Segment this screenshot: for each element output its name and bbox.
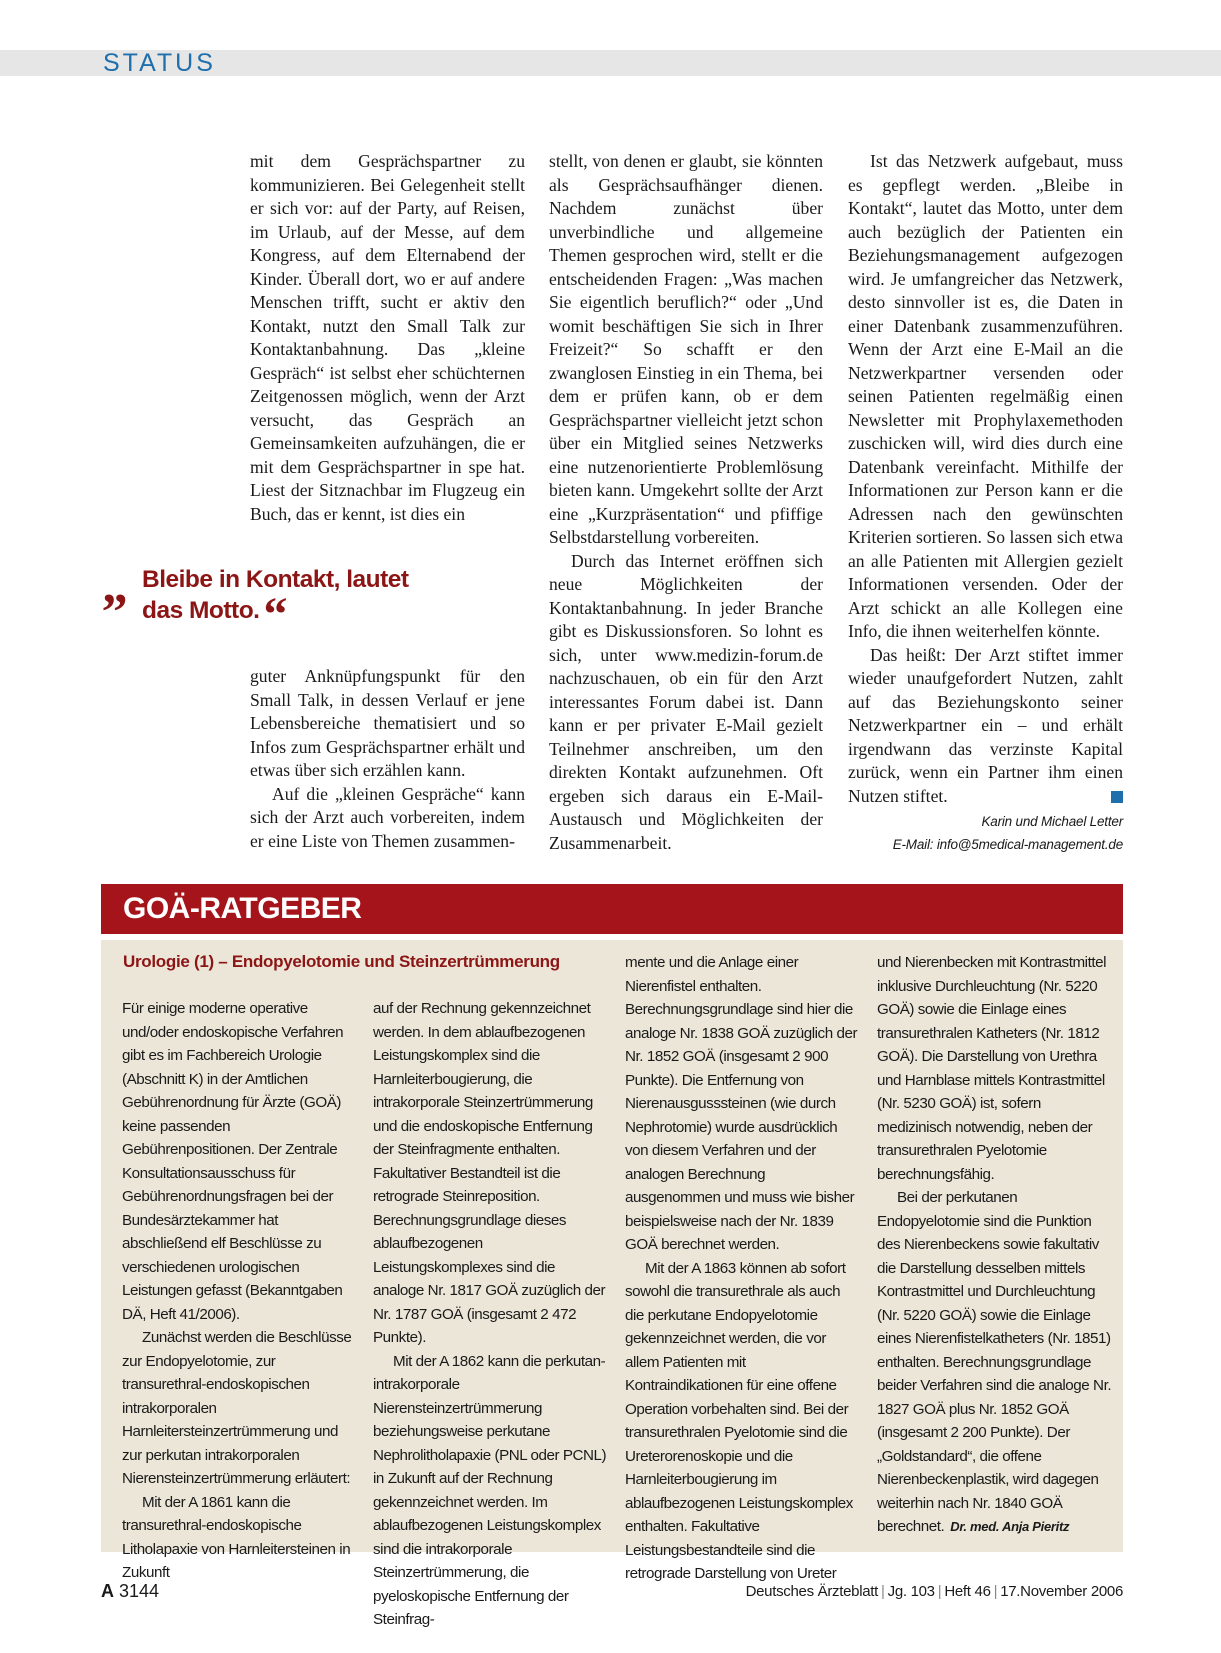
article-column-2 xyxy=(549,150,823,855)
paragraph: Mit der A 1862 kann die perkutan-intrakorporale Nierensteinzertrümmerung beziehungsweise perkutane Nephrolitholapaxie (PNL oder PCNL) in Zukunft auf der Rechnung gekennzeichnet werden. Im ablaufbezogenen Leistungskomplex sind die intrakorporale Steinzertrümmerung, die pyeloskopische Entfernung der Steinfrag- xyxy=(373,1352,607,1628)
goa-column-3 xyxy=(625,951,861,1586)
paragraph: mente und die Anlage einer Nierenfistel enthalten. Berechnungsgrundlage sind hier die analoge Nr. 1838 GOÄ zuzüglich der Nr. 1852 GOÄ (insgesamt 2 900 Punkte). Die Entfernung von Nierenausgusssteinen (wie durch Nephrotomie) wurde ausdrücklich von diesem Verfahren und der analogen Berechnung ausgenommen und muss wie bisher beispielsweise nach der Nr. 1839 GOÄ berechnet werden. xyxy=(625,954,858,1253)
paragraph: auf der Rechnung gekennzeichnet werden. In dem ablaufbezogenen Leistungskomplex sind die Harnleiterbougierung, die intrakorporale Steinzertrümmerung und die endoskopische Entfernung der Steinfragmente enthalten. Fakultativer Bestandteil ist die retrograde Steinreposition. Berechnungsgrundlage dieses ablaufbezogenen Leistungskomplexes sind die analoge Nr. 1817 GOÄ zuzüglich der Nr. 1787 GOÄ (insgesamt 2 472 Punkte). xyxy=(373,1000,606,1346)
paragraph-text: Bei der perkutanen Endopyelotomie sind die Punktion des Nierenbeckens sowie fakultativ die Darstellung desselben mittels Kontrastmittel und Durchleuchtung (Nr. 5220 GOÄ) sowie die Einlage eines Nierenfistelkatheters (Nr. 1851) enthalten. Berechnungsgrundlage beider Verfahren sind die analoge Nr. 1827 GOÄ plus Nr. 1852 GOÄ (insgesamt 2 200 Punkte). Der „Goldstandard“, die offene Nierenbeckenplastik, wird dagegen weiterhin nach Nr. 1840 GOÄ berechnet. xyxy=(877,1189,1112,1535)
author-names: Karin und Michael Letter xyxy=(981,814,1123,829)
goa-title: GOÄ-RATGEBER xyxy=(123,892,362,925)
page-number-value: 3144 xyxy=(119,1581,160,1601)
page-prefix: A xyxy=(101,1581,114,1601)
separator: | xyxy=(993,1583,998,1600)
paragraph: Für einige moderne operative und/oder endoskopische Verfahren gibt es im Fachbereich Urologie (Abschnitt K) in der Amtlichen Gebührenordnung für Ärzte (GOÄ) keine passenden Gebührenpositionen. Der Zentrale Konsultationsausschuss für Gebührenordnungsfragen bei der Bundesärztekammer hat abschließend elf Beschlüsse zu verschiedenen urologischen Leistungen gefasst (Bekanntgaben DÄ, Heft 41/2006). xyxy=(122,1000,344,1323)
paragraph-text: Das heißt: Der Arzt stiftet immer wieder unaufgefordert Nutzen, zahlt auf das Beziehungskonto seiner Netzwerkpartner ein – und erhält irgendwann das verzinste Kapital zurück, wenn ein Partner ihm einen Nutzen stiftet. xyxy=(848,644,1123,806)
goa-subtitle: Urologie (1) – Endopyelotomie und Steinzertrümmerung xyxy=(123,952,560,971)
close-quote-icon: “ xyxy=(263,588,287,641)
paragraph: Durch das Internet eröffnen sich neue Möglichkeiten der Kontaktanbahnung. In jeder Branche gibt es Diskussionsforen. So lohnt es sich, unter www.medizin-forum.de nachzuschauen, ob ein für den Arzt interessantes Forum dabei ist. Dann kann er per privater E-Mail gezielt Teilnehmer anschreiben, um den direkten Kontakt aufzunehmen. Oft ergeben sich daraus ein E-Mail-Austausch und Möglichkeiten der Zusammenarbeit. xyxy=(549,550,823,853)
journal-date: 17.November 2006 xyxy=(1000,1583,1123,1600)
pull-quote-text: Bleibe in Kontakt, lautet das Motto. xyxy=(142,566,409,624)
end-of-article-icon xyxy=(1111,791,1123,803)
author-credit xyxy=(893,810,1123,856)
author-email: E-Mail: info@5medical-management.de xyxy=(892,837,1123,852)
page-number xyxy=(101,1580,159,1602)
paragraph: mit dem Gesprächspartner zu kommunizieren. Bei Gelegenheit stellt er sich vor: auf der Party, auf Reisen, im Urlaub, auf der Messe, auf dem Kongress, auf dem Elternabend der Kinder. Überall dort, wo er auf andere Menschen trifft, sucht er aktiv den Kontakt, nutzt den Small Talk zur Kontaktanbahnung. Das „kleine Gespräch“ ist selbst eher schüchternen Zeitgenossen möglich, wenn der Arzt versucht, das Gespräch an Gemeinsamkeiten aufzuhängen, die er mit dem Gesprächspartner in spe hat. Liest der Sitznachbar im Flugzeug ein Buch, das er kennt, ist dies ein xyxy=(250,151,525,524)
goa-header-bar xyxy=(101,884,1123,934)
paragraph: Mit der A 1861 kann die transurethral-endoskopische Litholapaxie von Harnleitersteinen in Zukunft xyxy=(122,1493,351,1581)
goa-signature: Dr. med. Anja Pieritz xyxy=(950,1519,1070,1534)
article-column-3 xyxy=(848,150,1123,808)
journal-name: Deutsches Ärzteblatt xyxy=(745,1583,879,1600)
paragraph: stellt, von denen er glaubt, sie könnten als Gesprächsaufhänger dienen. Nachdem zunächst über unverbindliche und allgemeine Themen gesprochen wird, stellt er die entscheidenden Fragen: „Was machen Sie eigentlich beruflich?“ oder „Und womit beschäftigen Sie sich in Ihrer Freizeit?“ So schafft er den zwanglosen Einstieg in ein Thema, bei dem er prüfen kann, ob er dem Gesprächspartner vielleicht jetzt schon über ein Mitglied seines Netzwerks eine nutzenorientierte Problemlösung bieten kann. Umgekehrt sollte der Arzt eine „Kurzpräsentation“ und pfiffige Selbstdarstellung vorbereiten. xyxy=(549,151,823,547)
paragraph: Auf die „kleinen Gespräche“ kann sich der Arzt auch vorbereiten, indem er eine Liste von Themen zusammen- xyxy=(250,783,525,851)
paragraph: guter Anknüpfungspunkt für den Small Talk, in dessen Verlauf er jene Lebensbereiche thematisiert und so Infos zum Gesprächspartner erhält und etwas über sich erzählen kann. xyxy=(250,666,525,780)
separator: | xyxy=(937,1583,942,1600)
paragraph xyxy=(877,1186,1115,1539)
goa-column-1 xyxy=(122,997,360,1585)
publication-info xyxy=(746,1582,1123,1602)
section-label: STATUS xyxy=(103,49,216,77)
separator: | xyxy=(881,1583,885,1600)
paragraph: Mit der A 1863 können ab sofort sowohl die transurethrale als auch die perkutane Endopyelotomie gekennzeichnet werden, die vor allem Patienten mit Kontraindikationen für eine offene Operation vorbehalten sind. Bei der transurethralen Pyelotomie sind die Ureterorenoskopie und die Harnleiterbougierung im ablaufbezogenen Leistungskomplex enthalten. Fakultative Leistungsbestandteile sind die retrograde Darstellung von Ureter xyxy=(625,1259,853,1582)
article-column-1-bottom xyxy=(250,665,525,853)
journal-volume: Jg. 103 xyxy=(887,1583,935,1600)
paragraph xyxy=(848,644,1123,809)
goa-column-4 xyxy=(877,951,1115,1539)
journal-issue: Heft 46 xyxy=(944,1583,991,1600)
article-column-1-top xyxy=(250,150,525,526)
paragraph: und Nierenbecken mit Kontrastmittel inklusive Durchleuchtung (Nr. 5220 GOÄ) sowie die Einlage eines transurethralen Katheters (Nr. 1812 GOÄ). Die Darstellung von Urethra und Harnblase mittels Kontrastmittel (Nr. 5230 GOÄ) ist, sofern medizinisch notwendig, neben der transurethralen Pyelotomie berechnungsfähig. xyxy=(877,954,1107,1183)
open-quote-icon: „ xyxy=(102,557,128,614)
paragraph: Ist das Netzwerk aufgebaut, muss es gepflegt werden. „Bleibe in Kontakt“, lautet das Motto, unter dem auch bezüglich der Patienten ein Beziehungsmanagement aufgezogen wird. Je umfangreicher das Netzwerk, desto sinnvoller ist es, die Daten in einer Datenbank zusammenzuführen. Wenn der Arzt eine E-Mail an die Netzwerkpartner versenden oder seinen Patienten regelmäßig einen Newsletter mit Prophylaxemethoden zuschicken will, wird dies durch eine Datenbank vereinfacht. Mithilfe der Informationen zur Person kann er die Adressen nach den gewünschten Kriterien sortieren. So lassen sich etwa an alle Patienten mit Allergien gezielt Informationen versenden. Oder der Arzt schickt an alle Kollegen eine Info, die ihnen weiterhelfen könnte. xyxy=(848,151,1123,641)
goa-column-2 xyxy=(373,997,609,1632)
paragraph: Zunächst werden die Beschlüsse zur Endopyelotomie, zur transurethral-endoskopischen intrakorporalen Harnleitersteinzertrümmerung und zur perkutan intrakorporalen Nierensteinzertrümmerung erläutert: xyxy=(122,1329,352,1487)
